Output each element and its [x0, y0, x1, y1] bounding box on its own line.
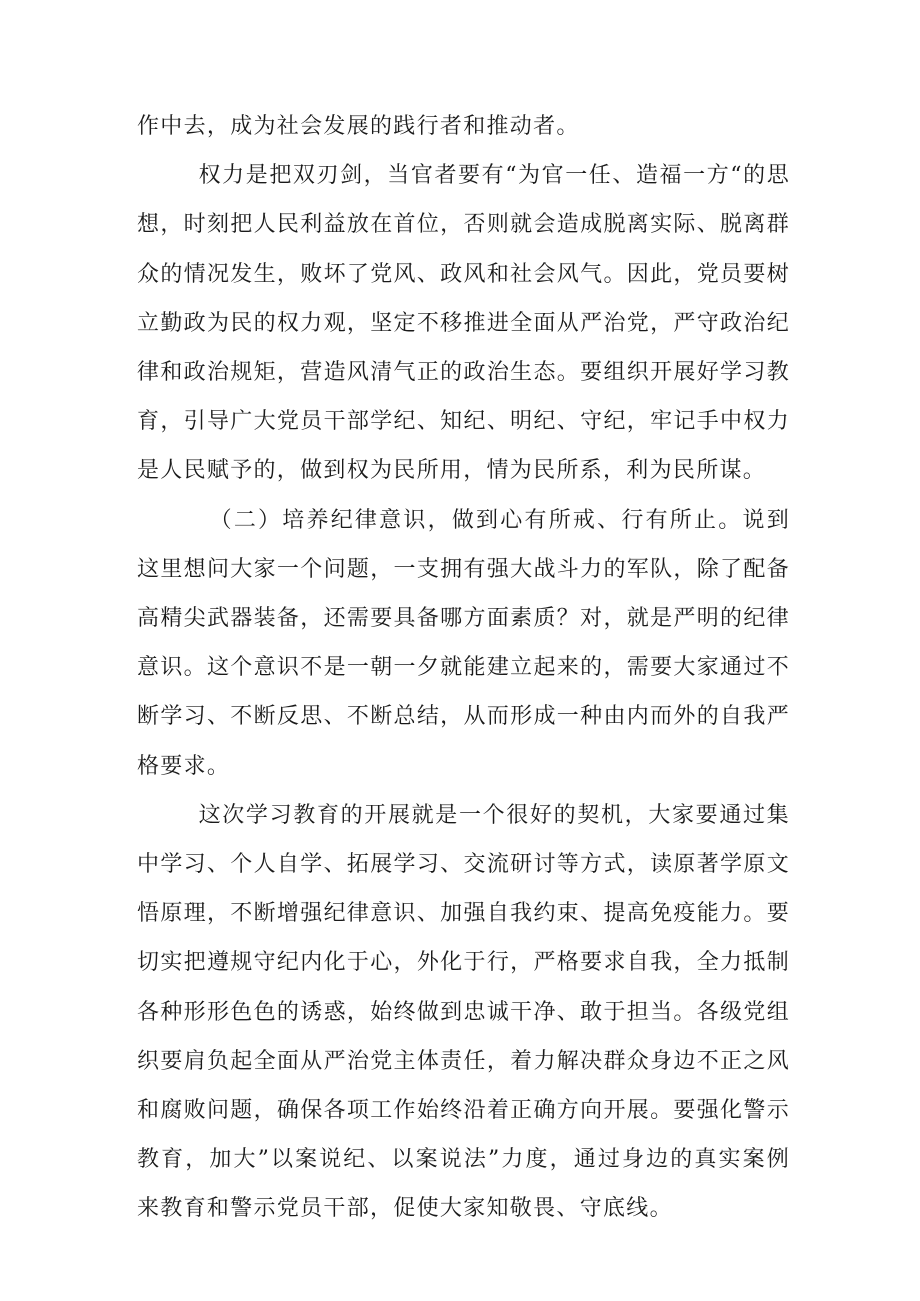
- paragraph-study-education: 这次学习教育的开展就是一个很好的契机，大家要通过集中学习、个人自学、拓展学习、交流研讨等方式，读原著学原文悟原理，不断增强纪律意识、加强自我约束、提高免疫能力。要切实把遵规守纪内化于心，外化于行，严格要求自我，全力抵制各种形形色色的诱惑，始终做到忠诚干净、敢于担当。各级党组织要肩负起全面从严治党主体责任，着力解决群众身边不正之风和腐败问题，确保各项工作始终沿着正确方向开展。要强化警示教育，加大”以案说纪、以案说法”力度，通过身边的真实案例来教育和警示党员干部，促使大家知敬畏、守底线。: [137, 802, 790, 1222]
- paragraph-continuation: 作中去，成为社会发展的践行者和推动者。: [137, 114, 580, 139]
- document-body: [137, 102, 790, 1234]
- paragraph-discipline-heading: （二）培养纪律意识，做到心有所戒、行有所止。说到这里想问大家一个问题，一支拥有强大战斗力的军队，除了配备高精尖武器装备，还需要具备哪方面素质？对，就是严明的纪律意识。这个意识不是一朝一夕就能建立起来的，需要大家通过不断学习、不断反思、不断总结，从而形成一种由内而外的自我严格要求。: [137, 507, 790, 779]
- paragraph-power: 权力是把双刃剑，当官者要有“为官一任、造福一方“的思想，时刻把人民利益放在首位，否则就会造成脱离实际、脱离群众的情况发生，败坏了党风、政风和社会风气。因此，党员要树立勤政为民的权力观，坚定不移推进全面从严治党，严守政治纪律和政治规矩，营造风清气正的政治生态。要组织开展好学习教育，引导广大党员干部学纪、知纪、明纪、守纪，牢记手中权力是人民赋予的，做到权为民所用，情为民所系，利为民所谋。: [137, 163, 790, 484]
